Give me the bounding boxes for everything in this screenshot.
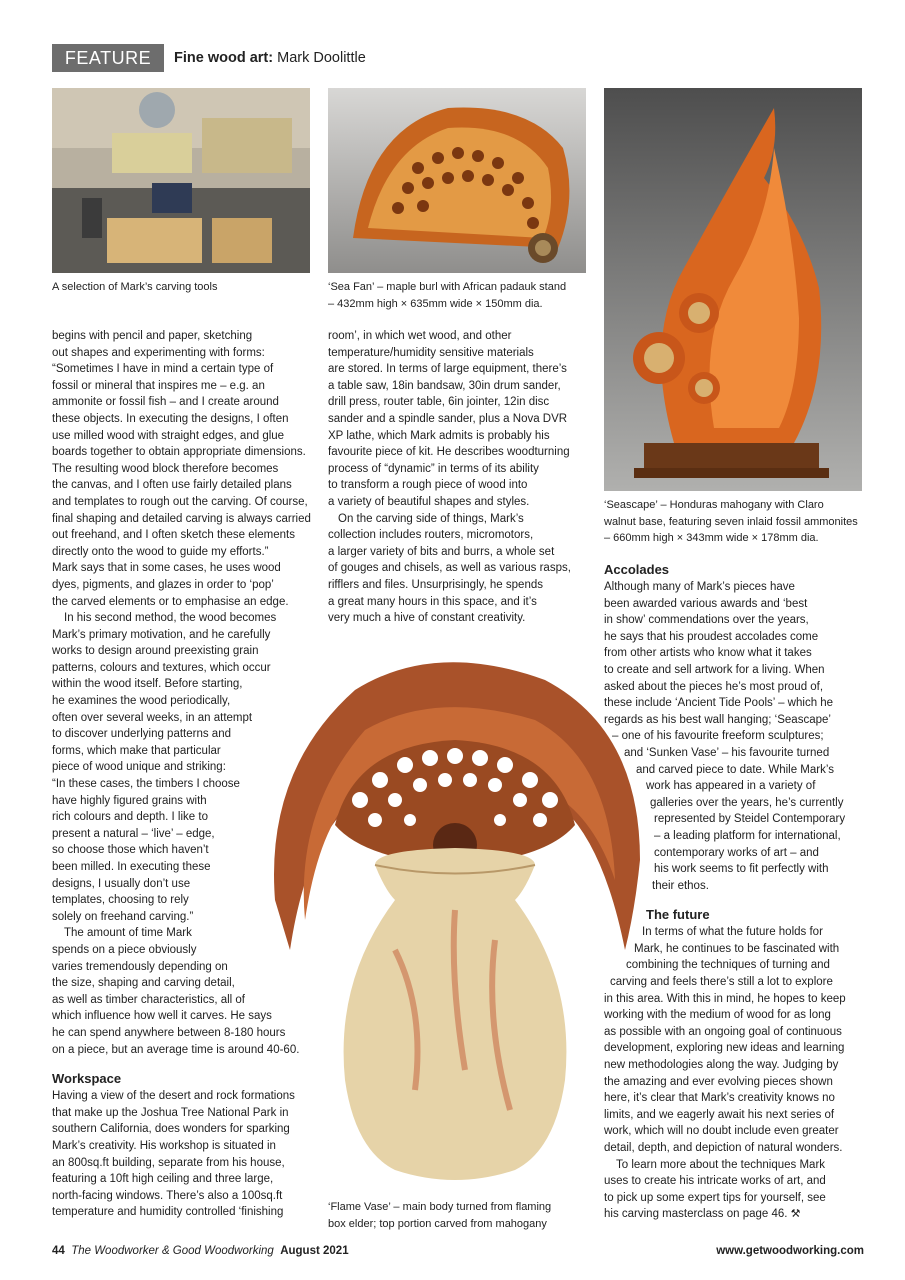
caption-sea-fan: ‘Sea Fan’ – maple burl with African padauk stand – 432mm high × 635mm wide × 150mm dia. <box>328 281 567 310</box>
caption-flame-vase: ‘Flame Vase’ – main body turned from flaming box elder; top portion carved from mahogany <box>328 1201 552 1230</box>
seascape-photo <box>604 88 862 491</box>
caption-tools: A selection of Mark’s carving tools <box>52 281 218 293</box>
feature-tag: FEATURE <box>52 44 164 72</box>
column-2: room’, in which wet wood, and other temperature/humidity sensitive materials are stored. In terms of large equipment, there’s a table saw, 18in bandsaw, 30in drum sander, drill press, router table, 6in jointer, 12in disc sander and a spindle sander, plus a Nova DVR XP lathe, which Mark admits is probably his favourite piece of kit. He describes woodturning process of “dynamic” in terms of its ability to transform a rough piece of wood into a variety of beautiful shapes and styles. On the carving side of things, Mark’s collection includes routers, micromotors, a larger variety of bits and burrs, a whole set of gouges and chisels, as well as various rasps, rifflers and files. Unsurprisingly, he spends a great many hours in this space, and it’s very much a hive of constant creativity. <box>328 330 571 625</box>
column-1: begins with pencil and paper, sketching out shapes and experimenting with forms: “Sometimes I have in mind a certain type of fossil or mineral that inspires me – e.g. an ammonite or fossil fish – and I create around these objects. In executing the designs, I often use milled wood with straight edges, and glue boards together to obtain appropriate dimensions. The resulting wood block therefore becomes the canvas, and I often use fairly detailed plans and templates to rough out the carving. Of course, final shaping and detailed carving is always carried out freehand, and I often sketch these elements directly onto the wood to guide my efforts.” Mark says that in some cases, he uses wood dyes, pigments, and glazes in order to ‘pop’ the carved elements or to emphasise an edge. In his second method, the wood becomes Mark’s primary motivation, and he carefully works to design around preexisting grain patterns, colours and textures, which occur within the wood itself. Before starting, he examines the wood periodically, often over several weeks, in an attempt to discover underlying patterns and forms, which make that particular piece of wood unique and striking: “In these cases, the timbers I choose have highly figured grains with rich colours and depth. I like to present a natural – ‘live’ – edge, so choose those which haven’t been milled. In executing these designs, I usually don’t use templates, choosing to rely solely on freehand carving.” The amount of time Mark spends on a piece obviously varies tremendously depending on the size, shaping and carving detail, as well as timber characteristics, all of which influence how well it carves. He says he can spend anywhere between 8-180 hours on a piece, but an average time is around 40-60. Workspace Having a view of the desert and rock formations that make up the Joshua Tree National Park in southern California, does wonders for sparking Mark’s creativity. His workshop is situated in an 800sq.ft building, separate from his house, featuring a 10ft high ceiling and three large, north-facing windows. There’s also a 100sq.ft temperature and humidity controlled ‘finishing <box>52 328 317 1221</box>
footer-website[interactable]: www.getwoodworking.com <box>716 1245 864 1257</box>
sea-fan-photo <box>328 88 586 273</box>
caption-seascape: ‘Seascape’ – Honduras mahogany with Claro walnut base, featuring seven inlaid fossil ammonites – 660mm high × 343mm wide × 178mm dia. <box>604 499 858 544</box>
footer-left <box>52 1245 349 1257</box>
hammer-icon: ⚒ <box>790 1208 801 1221</box>
workspace-heading: Workspace <box>52 1071 122 1087</box>
future-heading: The future <box>646 907 710 923</box>
flame-vase-photo <box>265 650 645 1185</box>
page-number: 44 <box>52 1245 65 1257</box>
feature-title: Fine wood art: Mark Doolittle <box>174 50 366 66</box>
issue-date: August 2021 <box>280 1245 349 1257</box>
column-3: Accolades Although many of Mark’s pieces have been awarded various awards and ‘best in show’ commendations over the years, he says that his proudest accolades come from other artists who know what it takes to create and sell artwork for a living. When asked about the pieces he’s most proud of, these include ‘Ancient Tide Pools’ – which he regards as his best wall hanging; ‘Seascape’ – one of his favourite freeform sculptures; and ‘Sunken Vase’ – his favourite turned and carved piece to date. While Mark’s work has appeared in a variety of galleries over the years, he’s currently represented by Steidel Contemporary – a leading platform for international, contemporary works of art – and his work seems to fit perfectly with their ethos. The future In terms of what the future holds for Mark, he continues to be fascinated with combining the techniques of turning and carving and feels there’s still a lot to explore in this area. With this in mind, he hopes to keep working with the medium of wood for as long as possible with an ongoing goal of continuous development, exploring new ideas and learning new methodologies along the way. Judging by the amazing and ever evolving pieces shown here, it’s clear that Mark’s creativity knows no limits, and we eagerly await his next series of work, which will no doubt include even greater detail, depth, and depiction of natural wonders. To learn more about the techniques Mark uses to create his intricate works of art, and to pick up some expert tips for yourself, see his carving masterclass on page 46. ⚒ <box>604 561 866 1223</box>
magazine-name: The Woodworker & Good Woodworking <box>71 1245 274 1257</box>
tools-photo <box>52 88 310 273</box>
accolades-heading: Accolades <box>604 562 670 577</box>
